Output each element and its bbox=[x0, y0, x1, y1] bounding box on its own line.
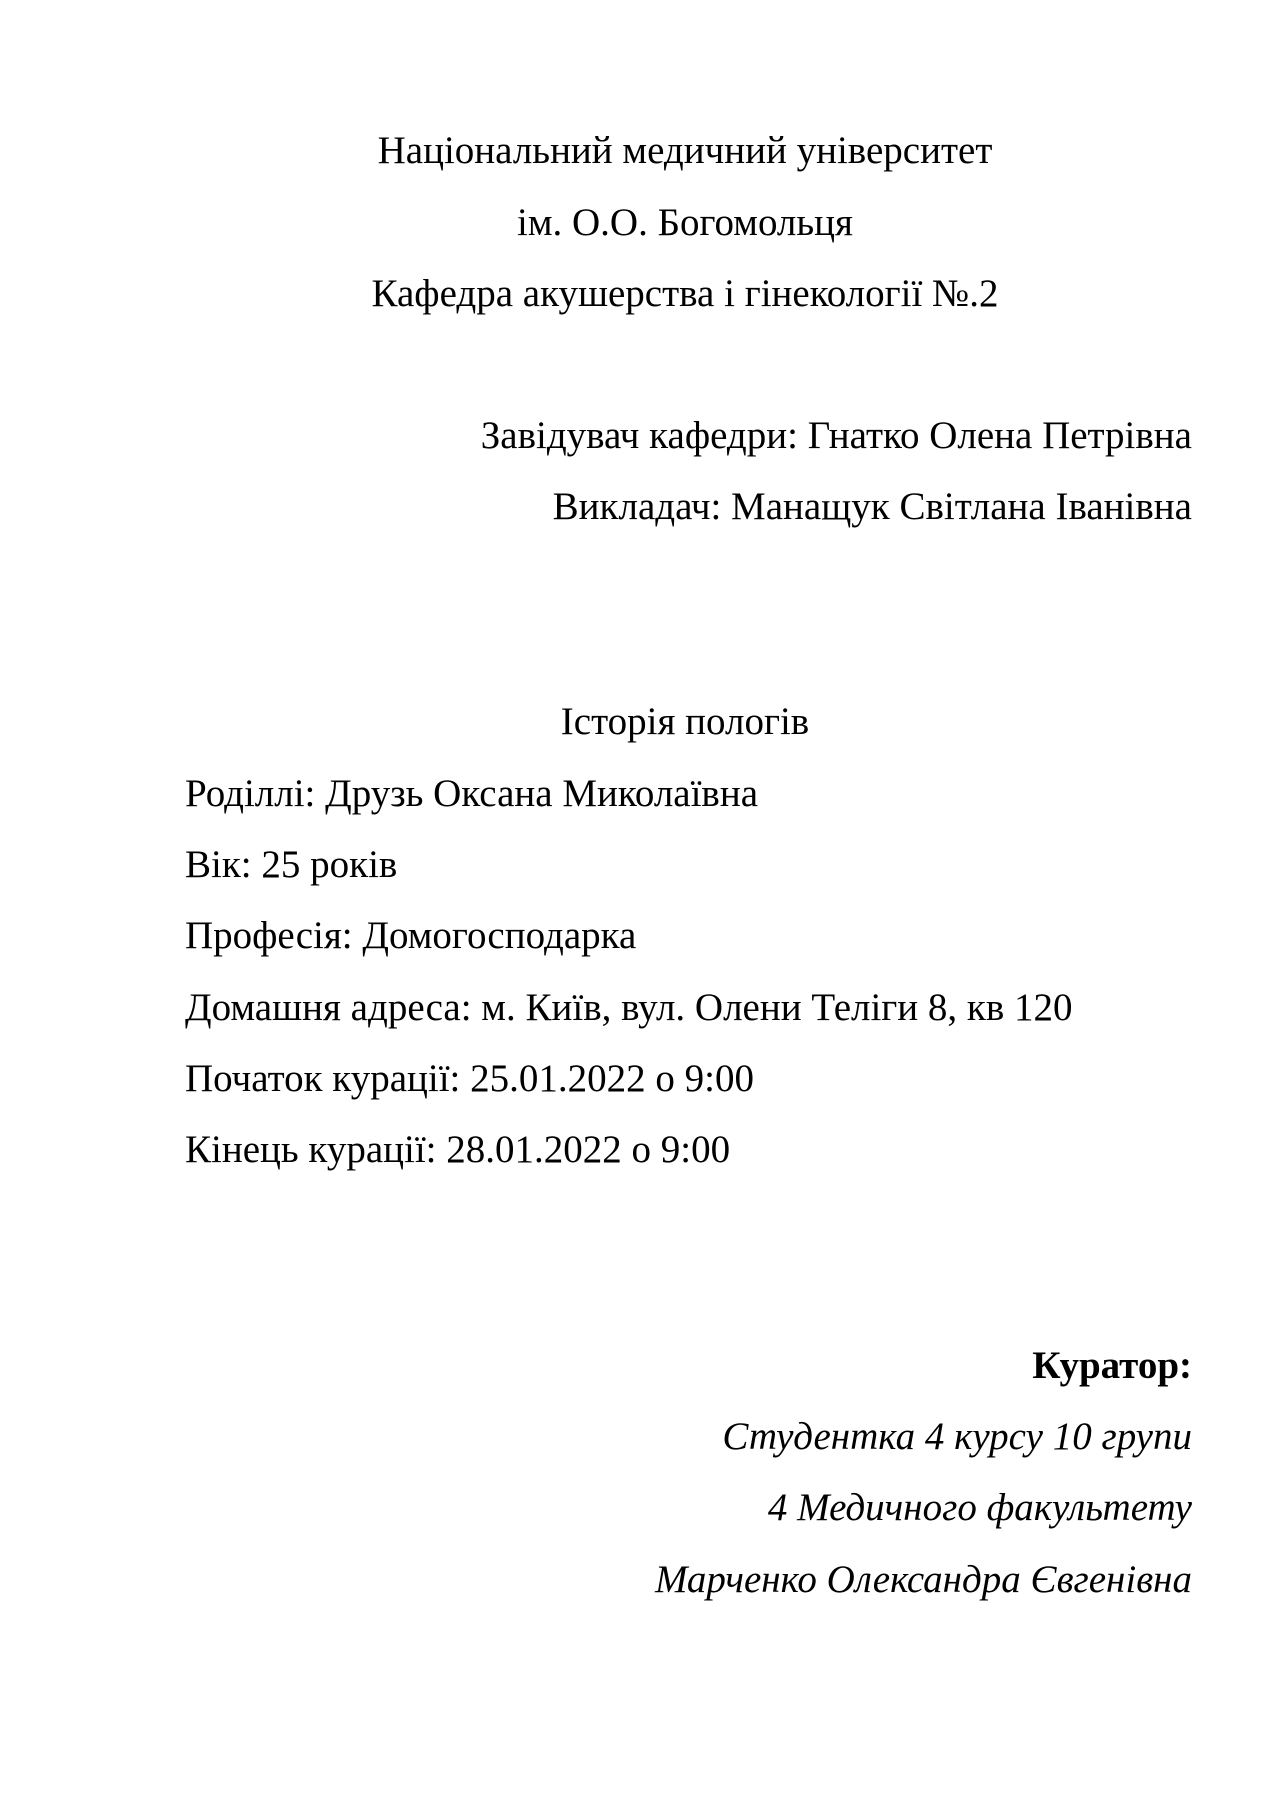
curator-name: Марченко Олександра Євгенівна bbox=[654, 1558, 1192, 1601]
document-title: Історія пологів bbox=[560, 700, 810, 743]
curation-end: Кінець курації: 28.01.2022 о 9:00 bbox=[185, 1128, 731, 1171]
curator-student-course: Студентка 4 курсу 10 групи bbox=[722, 1415, 1192, 1458]
patient-address: Домашня адреса: м. Київ, вул. Олени Теліги 8, кв 120 bbox=[185, 986, 1073, 1029]
department-head: Завідувач кафедри: Гнатко Олена Петрівна bbox=[480, 414, 1192, 457]
patient-age: Вік: 25 років bbox=[185, 843, 398, 886]
university-name: Національний медичний університет bbox=[377, 129, 993, 172]
patient-name: Роділлі: Друзь Оксана Миколаївна bbox=[185, 772, 759, 815]
department-name: Кафедра акушерства і гінекології №.2 bbox=[371, 272, 999, 315]
teacher: Викладач: Манащук Світлана Іванівна bbox=[552, 485, 1192, 528]
curator-label: Куратор: bbox=[1032, 1344, 1192, 1387]
university-name-suffix: ім. О.О. Богомольця bbox=[517, 201, 853, 244]
curation-start: Початок курації: 25.01.2022 о 9:00 bbox=[185, 1057, 754, 1100]
curator-faculty: 4 Медичного факультету bbox=[767, 1486, 1192, 1529]
patient-profession: Професія: Домогосподарка bbox=[185, 914, 637, 957]
